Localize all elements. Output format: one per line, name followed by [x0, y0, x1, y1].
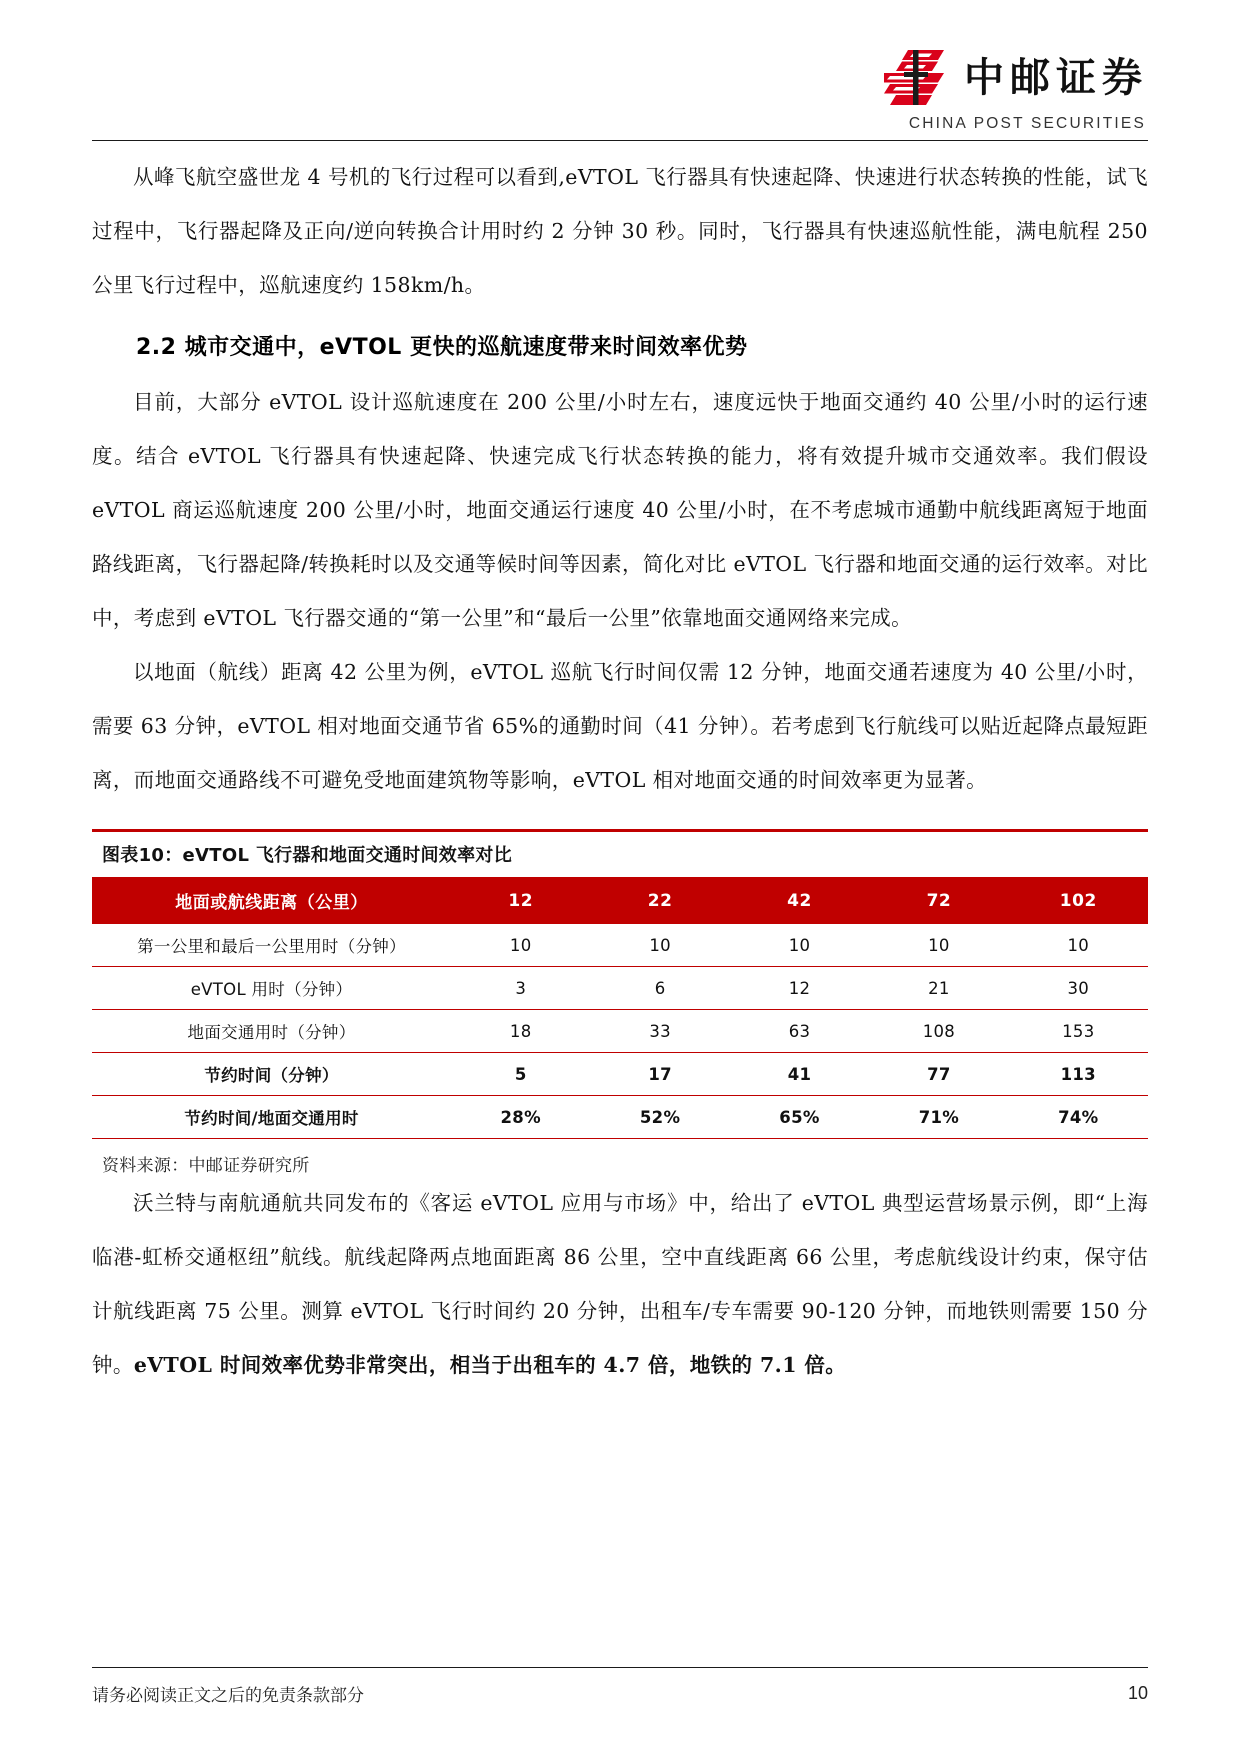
paragraph-intro: 从峰飞航空盛世龙 4 号机的飞行过程可以看到,eVTOL 飞行器具有快速起降、快速进行状态转换的性能，试飞过程中，飞行器起降及正向/逆向转换合计用时约 2 分钟 30 秒。同时，飞行器具有快速巡航性能，满电航程 250 公里飞行过程中，巡航速度约 158km/h。 [92, 165, 1148, 297]
paragraph-volant-case [92, 1176, 1148, 1392]
page-number: 10 [1127, 1683, 1148, 1703]
table-header-row [92, 877, 1148, 924]
table-cell: 10 [869, 924, 1008, 967]
paragraph-volant-case-plain: 沃兰特与南航通航共同发布的《客运 eVTOL 应用与市场》中，给出了 eVTOL 典型运营场景示例，即“上海临港-虹桥交通枢纽”航线。航线起降两点地面距离 86 公里，空中直线距离 66 公里，考虑航线设计约束，保守估计航线距离 75 公里。测算 eVTOL 飞行时间约 20 分钟，出租车/专车需要 90-120 分钟，而地铁则需要 150 分钟。 [92, 1191, 1148, 1377]
table-cell: 113 [1009, 1053, 1148, 1096]
china-post-logo-mark-icon [882, 48, 948, 108]
table-row-label: 第一公里和最后一公里用时（分钟） [92, 924, 451, 967]
table-cell: 18 [451, 1010, 590, 1053]
table-header-col-2: 42 [730, 877, 869, 924]
page-header [92, 48, 1148, 134]
table-row-label: 节约时间/地面交通用时 [92, 1096, 451, 1139]
footer-divider [92, 1667, 1148, 1668]
brand-logo [882, 48, 1148, 133]
table-row [92, 1053, 1148, 1096]
table-cell: 10 [1009, 924, 1148, 967]
table-cell: 28% [451, 1096, 590, 1139]
table-row-label: eVTOL 用时（分钟） [92, 967, 451, 1010]
table-cell: 77 [869, 1053, 1008, 1096]
page-footer [92, 1681, 1148, 1706]
exhibit-source: 资料来源：中邮证券研究所 [102, 1156, 310, 1176]
table-header-label: 地面或航线距离（公里） [92, 877, 451, 924]
paragraph-42km-example: 以地面（航线）距离 42 公里为例，eVTOL 巡航飞行时间仅需 12 分钟，地面交通若速度为 40 公里/小时，需要 63 分钟，eVTOL 相对地面交通节省 65%的通勤时间（41 分钟）。若考虑到飞行航线可以贴近起降点最短距离，而地面交通路线不可避免受地面建筑物等影响，eVTOL 相对地面交通的时间效率更为显著。 [92, 660, 1148, 792]
table-cell: 108 [869, 1010, 1008, 1053]
table-cell: 52% [590, 1096, 729, 1139]
table-cell: 71% [869, 1096, 1008, 1139]
table-header [92, 877, 1148, 924]
table-cell: 21 [869, 967, 1008, 1010]
table-cell: 63 [730, 1010, 869, 1053]
paragraph-volant-case-emphasis: eVTOL 时间效率优势非常突出，相当于出租车的 4.7 倍，地铁的 7.1 倍。 [133, 1353, 847, 1377]
table-cell: 5 [451, 1053, 590, 1096]
exhibit-title: 图表10：eVTOL 飞行器和地面交通时间效率对比 [102, 845, 513, 866]
header-divider [92, 140, 1148, 141]
table-row [92, 1096, 1148, 1139]
table-cell: 12 [730, 967, 869, 1010]
table-header-col-4: 102 [1009, 877, 1148, 924]
table-row [92, 967, 1148, 1010]
table-cell: 17 [590, 1053, 729, 1096]
table-cell: 6 [590, 967, 729, 1010]
table-header-col-1: 22 [590, 877, 729, 924]
table-cell: 10 [590, 924, 729, 967]
footer-disclaimer: 请务必阅读正文之后的免责条款部分 [92, 1686, 364, 1706]
table-header-col-0: 12 [451, 877, 590, 924]
table-cell: 74% [1009, 1096, 1148, 1139]
table-row-label: 节约时间（分钟） [92, 1053, 451, 1096]
table-cell: 10 [451, 924, 590, 967]
table-cell: 10 [730, 924, 869, 967]
table-header-col-3: 72 [869, 877, 1008, 924]
brand-name-cn: 中邮证券 [964, 55, 1148, 101]
table-cell: 33 [590, 1010, 729, 1053]
section-heading-2-2: 2.2 城市交通中，eVTOL 更快的巡航速度带来时间效率优势 [136, 335, 748, 360]
table-row-label: 地面交通用时（分钟） [92, 1010, 451, 1053]
table-cell: 153 [1009, 1010, 1148, 1053]
efficiency-comparison-table [92, 877, 1148, 1139]
brand-name-en: CHINA POST SECURITIES [908, 115, 1146, 132]
table-cell: 41 [730, 1053, 869, 1096]
exhibit-10 [92, 829, 1148, 1176]
table-cell: 3 [451, 967, 590, 1010]
page-content [92, 150, 1148, 1392]
table-body [92, 924, 1148, 1139]
table-row [92, 924, 1148, 967]
table-row [92, 1010, 1148, 1053]
paragraph-speed-assumptions: 目前，大部分 eVTOL 设计巡航速度在 200 公里/小时左右，速度远快于地面交通约 40 公里/小时的运行速度。结合 eVTOL 飞行器具有快速起降、快速完成飞行状态转换的能力，将有效提升城市交通效率。我们假设 eVTOL 商运巡航速度 200 公里/小时，地面交通运行速度 40 公里/小时，在不考虑城市通勤中航线距离短于地面路线距离，飞行器起降/转换耗时以及交通等候时间等因素，简化对比 eVTOL 飞行器和地面交通的运行效率。对比中，考虑到 eVTOL 飞行器交通的“第一公里”和“最后一公里”依靠地面交通网络来完成。 [92, 390, 1148, 630]
table-cell: 30 [1009, 967, 1148, 1010]
table-cell: 65% [730, 1096, 869, 1139]
